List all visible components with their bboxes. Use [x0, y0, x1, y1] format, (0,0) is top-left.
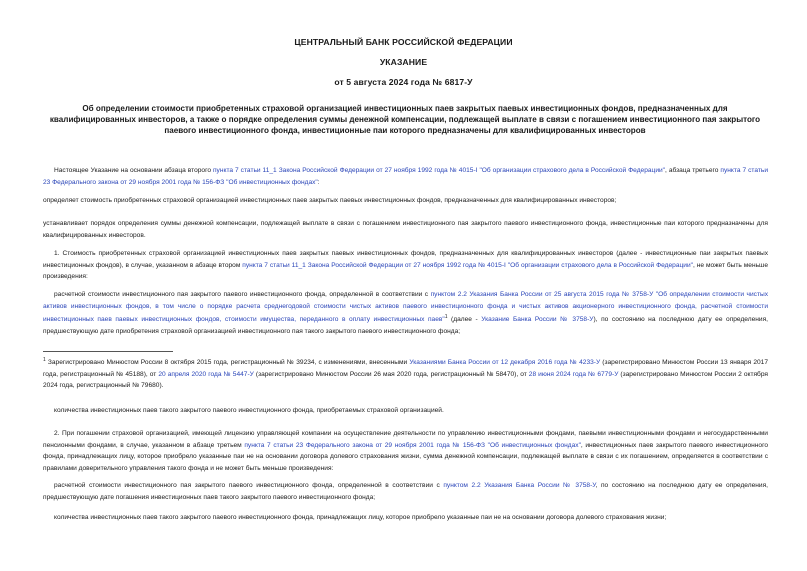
link-directive-3758u-p2[interactable]: пунктом 2.2 Указания Банка России № 3758-У [443, 482, 596, 489]
p2-text-1: 2. При погашении страховой организацией, имеющей лицензию управляющей компании на осуществление деятельности по управлению инвестиционными фондами, паевыми инвестиционными фондами и негосударственными пенсионными фондами, в случае, указанном в абзаце третьем [43, 430, 768, 449]
link-law-156fz-p2[interactable]: пункта 7 статьи 23 Федерального закона от 29 ноября 2001 года № 156-ФЗ "Об инвестиционных фондах" [244, 441, 581, 449]
footnote-mark: 1 [43, 356, 46, 363]
p1a-text-3: ), по состоянию на последнюю дату ее определения, предшествующую дате приобретения страховой организацией инвестиционного пая такого закрытого паевого инвестиционного фонда; [43, 316, 768, 335]
paragraph-determines: определяет стоимость приобретенных страховой организацией инвестиционных паев закрытых паевых инвестиционных фондов, предназначенных для квалифицированных инвесторов; [43, 197, 617, 204]
p2a-text-2: , по состоянию на последнюю дату ее определения, предшествующую дате погашения инвестиционных паев такого закрытого паевого инвестиционного фонда; [43, 482, 768, 501]
paragraph-establishes: устанавливает порядок определения суммы денежной компенсации, подлежащей выплате в связи с погашением инвестиционного пая закрытого паевого инвестиционного фонда, инвестиционные паи которого предназначены для квалифицированных инвесторов. [43, 220, 768, 239]
intro-text-3: : [317, 178, 320, 186]
link-directive-5447u[interactable]: 20 апреля 2020 года № 5447-У [158, 370, 254, 378]
document-title: Об определении стоимости приобретенных страховой организацией инвестиционных паев закрытых паевых инвестиционных фондов, предназначенных для квалифицированных инвесторов, а также о порядке определения суммы денежной компенсации, подлежащей выплате в связи с погашением инвестиционного пая закрытого паевого инвестиционного фонда, инвестиционные паи которого предназначены для квалифицированных инвесторов [49, 104, 761, 136]
p2-text-2: , инвестиционных паев закрытого паевого инвестиционного фонда, принадлежащих лицу, которое приобрело указанные паи не на основании договора долевого страхования жизни, сумма денежной компенсации, подлежащей выплате в связи с их погашением, определяется в соответствии с правилами доверительного управления такого фонда и не может быть меньше произведения: [43, 441, 769, 472]
link-directive-6779u[interactable]: 28 июня 2024 года № 6779-У [528, 370, 619, 378]
fn-text-3: (зарегистрировано Минюстом России 26 мая 2020 года, регистрационный № 58470), от [253, 370, 529, 378]
footnote-divider [43, 351, 173, 352]
link-law-4015-1[interactable]: пункта 7 статьи 11_1 Закона Российской Федерации от 27 ноября 1992 года № 4015-I "Об организации страхового дела в Российской Федерации" [212, 167, 666, 174]
paragraph-1-a [43, 289, 768, 338]
fn-text-1: Зарегистрировано Минюстом России 8 октября 2015 года, регистрационный № 39234, с изменениями, внесенными [45, 359, 410, 366]
paragraph-2-a [43, 480, 768, 503]
fn-text-2: (зарегистрировано Минюстом России 13 января 2017 года, регистрационный № 45188), от [43, 359, 768, 378]
p1a-text-1: расчетной стоимости инвестиционного пая закрытого паевого инвестиционного фонда, определенной в соответствии с [54, 291, 431, 298]
paragraph-1-b: количества инвестиционных паев такого закрытого паевого инвестиционного фонда, приобретаемых страховой организацией. [54, 407, 444, 414]
footnote [43, 357, 768, 392]
header-doc-date: от 5 августа 2024 года № 6817-У [334, 77, 473, 87]
link-directive-4233u[interactable]: Указаниями Банка России от 12 декабря 2016 года № 4233-У [409, 359, 601, 366]
intro-paragraph [43, 165, 768, 188]
p1-text-1: 1. Стоимость приобретенных страховой организацией инвестиционных паев закрытых паевых инвестиционных фондов, предназначенных для квалифицированных инвесторов (далее - инвестиционные паи закрытых паевых инвестиционных фондов), в случае, указанном в абзаце втором [43, 250, 768, 269]
link-directive-3758u[interactable]: пунктом 2.2 Указания Банка России от 25 августа 2015 года № 3758-У "Об определении стоимости чистых активов инвестиционных фондов, в том числе о порядке расчета среднегодовой стоимости чистых активов паевого инвестиционного фонда и чистых активов акционерного инвестиционного фонда, расчетной стоимости инвестиционных паев паевых инвестиционных фондов, стоимости имущества, переданного в оплату инвестиционных паев" [43, 291, 768, 324]
header-organization: ЦЕНТРАЛЬНЫЙ БАНК РОССИЙСКОЙ ФЕДЕРАЦИИ [294, 37, 513, 47]
p2a-text-1: расчетной стоимости инвестиционного пая закрытого паевого инвестиционного фонда, определенной в соответствии с [54, 482, 444, 489]
fn-text-4: (зарегистрировано Минюстом России 2 октября 2024 года, регистрационный № 79680). [43, 370, 768, 390]
paragraph-1 [43, 248, 768, 283]
p1a-text-2: (далее - [447, 316, 482, 324]
header-doc-type: УКАЗАНИЕ [379, 57, 428, 67]
paragraph-2 [43, 428, 768, 474]
link-directive-3758u-short[interactable]: Указание Банка России № 3758-У [481, 316, 594, 324]
intro-text-1: Настоящее Указание на основании абзаца второго [54, 167, 213, 174]
intro-text-2: , абзаца третьего [665, 167, 721, 174]
link-law-156fz[interactable]: пункта 7 статьи 23 Федерального закона от 29 ноября 2001 года № 156-ФЗ "Об инвестиционных фондах" [43, 167, 769, 186]
paragraph-2-b: количества инвестиционных паев такого закрытого паевого инвестиционного фонда, принадлежащих лицу, которое приобрело указанные паи не на основании договора долевого страхования жизни; [54, 514, 667, 521]
link-law-4015-1-p1[interactable]: пункта 7 статьи 11_1 Закона Российской Федерации от 27 ноября 1992 года № 4015-I "Об организации страхового дела в Российской Федерации" [242, 261, 693, 269]
p1-text-2: , не может быть меньше произведения: [43, 261, 768, 281]
footnote-ref[interactable]: 1 [444, 314, 448, 321]
